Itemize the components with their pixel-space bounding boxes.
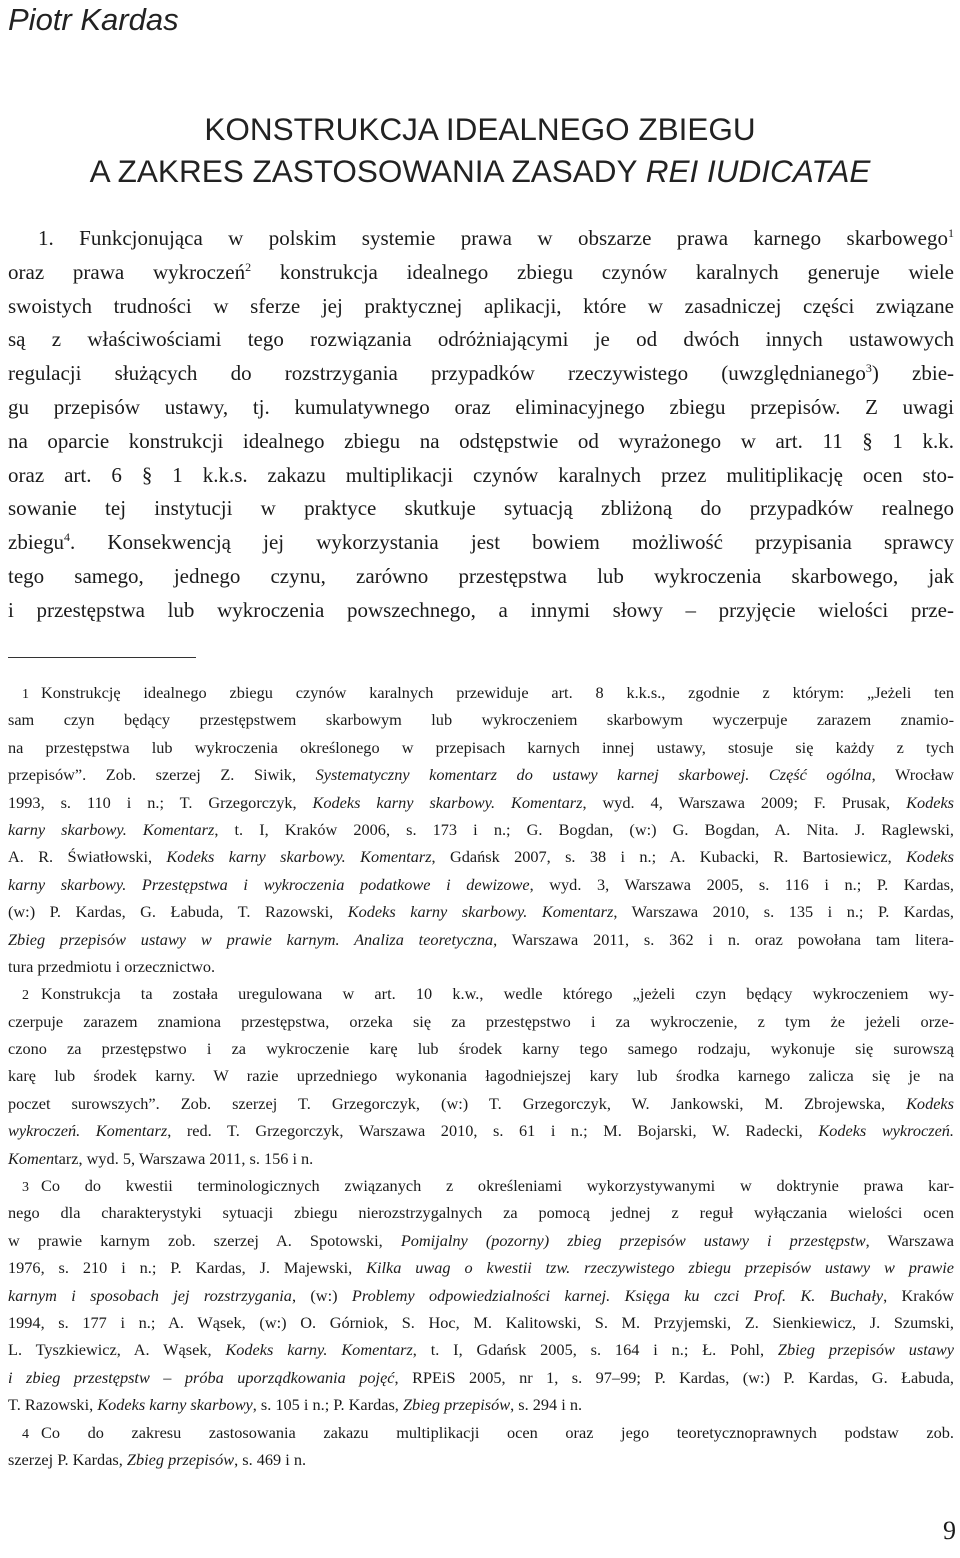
title-line-1: KONSTRUKCJA IDEALNEGO ZBIEGU: [204, 111, 756, 147]
footnote-ref: 3: [865, 361, 872, 376]
footnote-ref: 2: [245, 259, 252, 274]
footnote-number: 1: [22, 687, 29, 702]
page-number: 9: [943, 1516, 956, 1545]
footnote-separator: [8, 657, 196, 658]
article-title: [0, 108, 960, 192]
footnote-2: 2 Konstrukcja ta została uregulowana w art. 10 k.w., wedle którego „jeżeli czyn będący wykroczeniem wy- czerpuje zarazem znamiona przestępstwa, orzeka się za przestępstwo i za wykroczenie, z tym że jeżeli orze- czono za przestępstwo i za wykroczenie karę lub środek karny tego samego rodzaju, wykonuje się surowszą karę lub środek karny. W razie uprzedniego wykonania łagodniejszej kary lub środka karnego zalicza się je na poczet surowszych”. Zob. szerzej T. Grzegorczyk, (w:) T. Grzegorczyk, W. Jankowski, M. Zbrojewska, Kodeks wykroczeń. Komentarz, red. T. Grzegorczyk, Warszawa 2010, s. 61 i n.; M. Bojarski, W. Radecki, Kodeks wykroczeń. Komentarz, wyd. 5, Warszawa 2011, s. 156 i n.: [8, 984, 955, 1168]
running-head-author: Piotr Kardas: [8, 2, 179, 37]
title-line-2: A ZAKRES ZASTOSOWANIA ZASADY REI IUDICATAE: [89, 153, 871, 189]
footnote-ref: 1: [948, 226, 954, 240]
footnote-ref: 4: [63, 530, 70, 545]
footnote-number: 2: [22, 988, 29, 1004]
footnote-number: 4: [22, 1426, 29, 1442]
footnote-1: 1 Konstrukcję idealnego zbiegu czynów karalnych przewiduje art. 8 k.k.s., zgodnie z którym: „Jeżeli ten sam czyn będący przestępstwem skarbowym lub wykroczeniem skarbowym wyczerpuje zarazem znamio- na przestępstwa lub wykroczenia określonego w przepisach karnych innej ustawy, stosuje się każdy z tych przepisów”. Zob. szerzej Z. Siwik, Systematyczny komentarz do ustawy karnej skarbowej. Część ogólna, Wrocław 1993, s. 110 i n.; T. Grzegorczyk, Kodeks karny skarbowy. Komentarz, wyd. 4, Warszawa 2009; F. Prusak, Kodeks karny skarbowy. Komentarz, t. I, Kraków 2006, s. 173 i n.; G. Bogdan, (w:) G. Bogdan, A. Nita. J. Raglewski, A. R. Światłowski, Kodeks karny skarbowy. Komentarz, Gdańsk 2007, s. 38 i n.; A. Kubacki, R. Bartosiewicz, Kodeks karny skarbowy. Przestępstwa i wykroczenia podatkowe i dewizowe, wyd. 3, Warszawa 2005, s. 116 i n.; P. Kardas, (w:) P. Kardas, G. Łabuda, T. Razowski, Kodeks karny skarbowy. Komentarz, Warszawa 2010, s. 135 i n.; P. Kardas, Zbieg przepisów ustawy w prawie karnym. Analiza teoretyczna, Warszawa 2011, s. 362 i n. oraz powołana tam litera- tura przedmiotu i orzecznictwo.: [8, 683, 955, 976]
footnotes: [8, 679, 954, 1473]
footnote-4: 4 Co do zakresu zastosowania zakazu multiplikacji ocen oraz jego teoretycznoprawnych podstaw zob. szerzej P. Kardas, Zbieg przepisów, s. 469 i n.: [8, 1422, 954, 1469]
body-paragraph: 1. Funkcjonująca w polskim systemie prawa w obszarze prawa karnego skarbowego$^1$ oraz prawa wykroczeń$^2$ konstrukcja idealnego zbiegu czynów karalnych generuje wiele swoistych trudności w sferze jej praktycznej aplikacji, które w zasadniczej części związane są z właściwościami tego rozwiązania odróżniającymi je od dwóch innych ustawowych regulacji służących do rozstrzygania przypadków rzeczywistego (uwzględnianego$^3$) zbie- gu przepisów ustawy, tj. kumulatywnego oraz eliminacyjnego zbiegu przepisów. Z uwagi na oparcie konstrukcji idealnego zbiegu na odstępstwie od wyrażonego w art. 11 § 1 k.k. oraz art. 6 § 1 k.k.s. zakazu multiplikacji czynów karalnych przez mulitiplikację ocen sto- sowanie tej instytucji w praktyce skutkuje sytuacją zbliżoną do przypadków realnego zbiegu$^4$. Konsekwencją jej wykorzystania jest bowiem możliwość przypisania sprawcy tego samego, jednego czynu, zarówno przestępstwa lub wykroczenia skarbowego, jak i przestępstwa lub wykroczenia powszechnego, a innymi słowy – przyjęcie wielości prze-: [8, 226, 955, 622]
footnote-number: 3: [22, 1180, 29, 1196]
title-latin-phrase: REI IUDICATAE: [645, 153, 871, 189]
footnote-3: 3 Co do kwestii terminologicznych związanych z określeniami wykorzystywanymi w doktrynie prawa kar- nego dla charakterystyki sytuacji zbiegu nierozstrzygalnych za pomocą jednej z reguł wyłączania wielości ocen w prawie karnym zob. szerzej A. Spotowski, Pomijalny (pozorny) zbieg przepisów ustawy i przestępstw, Warszawa 1976, s. 210 i n.; P. Kardas, J. Majewski, Kilka uwag o kwestii tzw. rzeczywistego zbiegu przepisów ustawy w prawie karnym i sposobach jej rozstrzygania, (w:) Problemy odpowiedzialności karnej. Księga ku czci Prof. K. Buchały, Kraków 1994, s. 177 i n.; A. Wąsek, (w:) O. Górniok, S. Hoc, M. Kalitowski, S. M. Przyjemski, Z. Sienkiewicz, J. Szumski, L. Tyszkiewicz, A. Wąsek, Kodeks karny. Komentarz, t. I, Gdańsk 2005, s. 164 i n.; Ł. Pohl, Zbieg przepisów ustawy i zbieg przestępstw – próba uporządkowania pojęć, RPEiS 2005, nr 1, s. 97–99; P. Kardas, (w:) P. Kardas, G. Łabuda, T. Razowski, Kodeks karny skarbowy, s. 105 i n.; P. Kardas, Zbieg przepisów, s. 294 i n.: [8, 1176, 954, 1415]
